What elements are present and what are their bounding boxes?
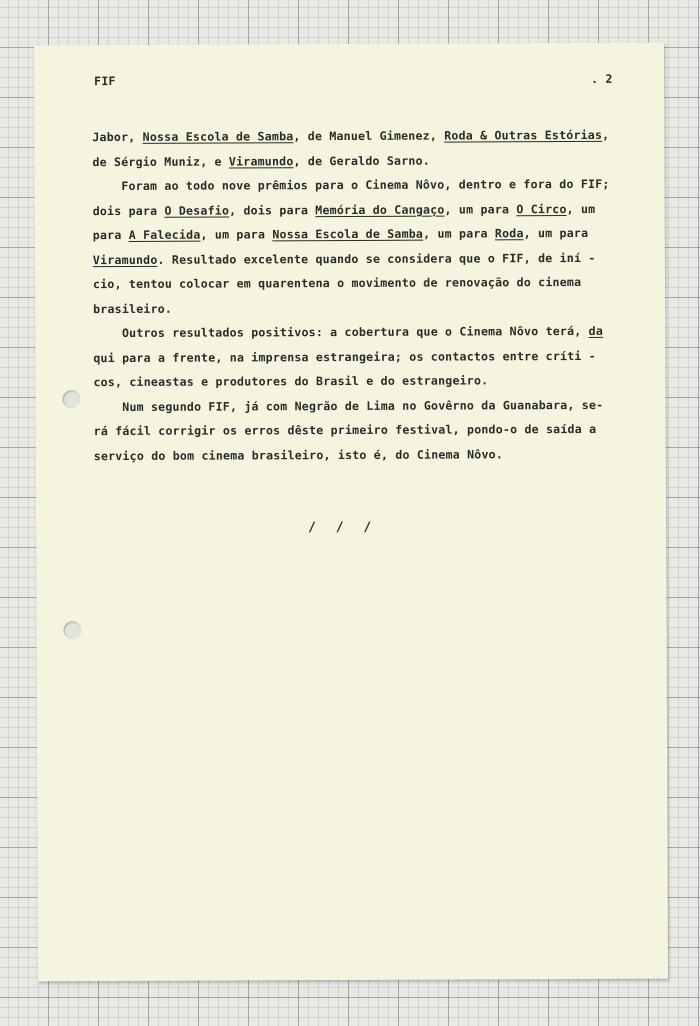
underlined-title: A Falecida: [128, 227, 201, 242]
page-header-title: FIF: [94, 74, 116, 89]
text-segment: , dois para: [229, 202, 316, 218]
text-line: [93, 196, 653, 223]
underlined-title: O Desafio: [164, 203, 230, 218]
text-segment: , um para: [523, 225, 589, 241]
text-segment: , um para: [444, 201, 517, 217]
text-segment: ,: [602, 127, 610, 142]
text-segment: cio, tentou colocar em quarentena o movimento de renovação do cinema: [92, 274, 582, 292]
text-segment: , de Geraldo Sarno.: [293, 153, 430, 168]
underlined-title: Roda: [494, 226, 524, 241]
text-line: [93, 368, 653, 395]
text-segment: , um para: [200, 227, 273, 242]
text-segment: Num segundo FIF, já com Negrão de Lima no Govêrno da Guanabara, se-: [93, 397, 604, 414]
typewritten-page: [34, 43, 668, 982]
text-segment: , um para: [423, 226, 495, 241]
text-segment: Outros resultados positivos: a cobertura que o Cinema Nôvo terá,: [93, 323, 589, 341]
text-segment: . Resultado excelente quando se considera que o FIF, de iní -: [157, 250, 596, 267]
underlined-title: O Circo: [516, 201, 567, 216]
text-line: [93, 392, 653, 419]
underlined-title: Viramundo: [92, 252, 158, 267]
text-segment: cos, cineastas e produtores do Brasil e do estrangeiro.: [93, 373, 489, 390]
text-line: [94, 441, 654, 468]
text-line: [93, 221, 653, 248]
end-marks: / / /: [308, 519, 378, 536]
punch-hole-top: [62, 390, 80, 408]
underlined-title: Nossa Escola de Samba: [272, 226, 424, 242]
text-segment: rá fácil corrigir os erros dêste primeiro festival, pondo-o de saída a: [93, 421, 597, 439]
underlined-title: Viramundo: [228, 153, 294, 169]
text-line: [92, 123, 652, 150]
text-segment: , um: [566, 201, 596, 216]
body-text: [92, 123, 653, 468]
text-segment: Foram ao todo nove prêmios para o Cinema Nôvo, dentro e fora do FIF;: [92, 176, 610, 194]
text-segment: qui para a frente, na imprensa estrangeira; os contactos entre críti -: [93, 348, 596, 365]
underlined-title: da: [588, 323, 604, 338]
text-line: [93, 343, 653, 370]
text-segment: brasileiro.: [93, 301, 173, 316]
text-line: [93, 270, 653, 297]
text-line: [93, 172, 653, 199]
underlined-title: Memória do Cangaço: [315, 202, 445, 217]
text-line: [94, 417, 654, 444]
text-segment: dois para: [92, 203, 165, 218]
text-line: [93, 319, 653, 346]
text-segment: Jabor,: [92, 129, 143, 145]
page-number: . 2: [591, 71, 613, 86]
text-line: [93, 245, 653, 272]
text-line: [93, 294, 653, 321]
underlined-title: Nossa Escola de Samba: [142, 129, 294, 144]
text-segment: para: [92, 227, 129, 243]
text-segment: , de Manuel Gimenez,: [293, 128, 445, 144]
text-line: [92, 147, 652, 174]
text-segment: de Sérgio Muniz, e: [92, 154, 229, 169]
text-segment: serviço do bom cinema brasileiro, isto é, do Cinema Nôvo.: [93, 446, 504, 463]
underlined-title: Roda & Outras Estórias: [444, 127, 603, 143]
punch-hole-bottom: [63, 621, 81, 639]
